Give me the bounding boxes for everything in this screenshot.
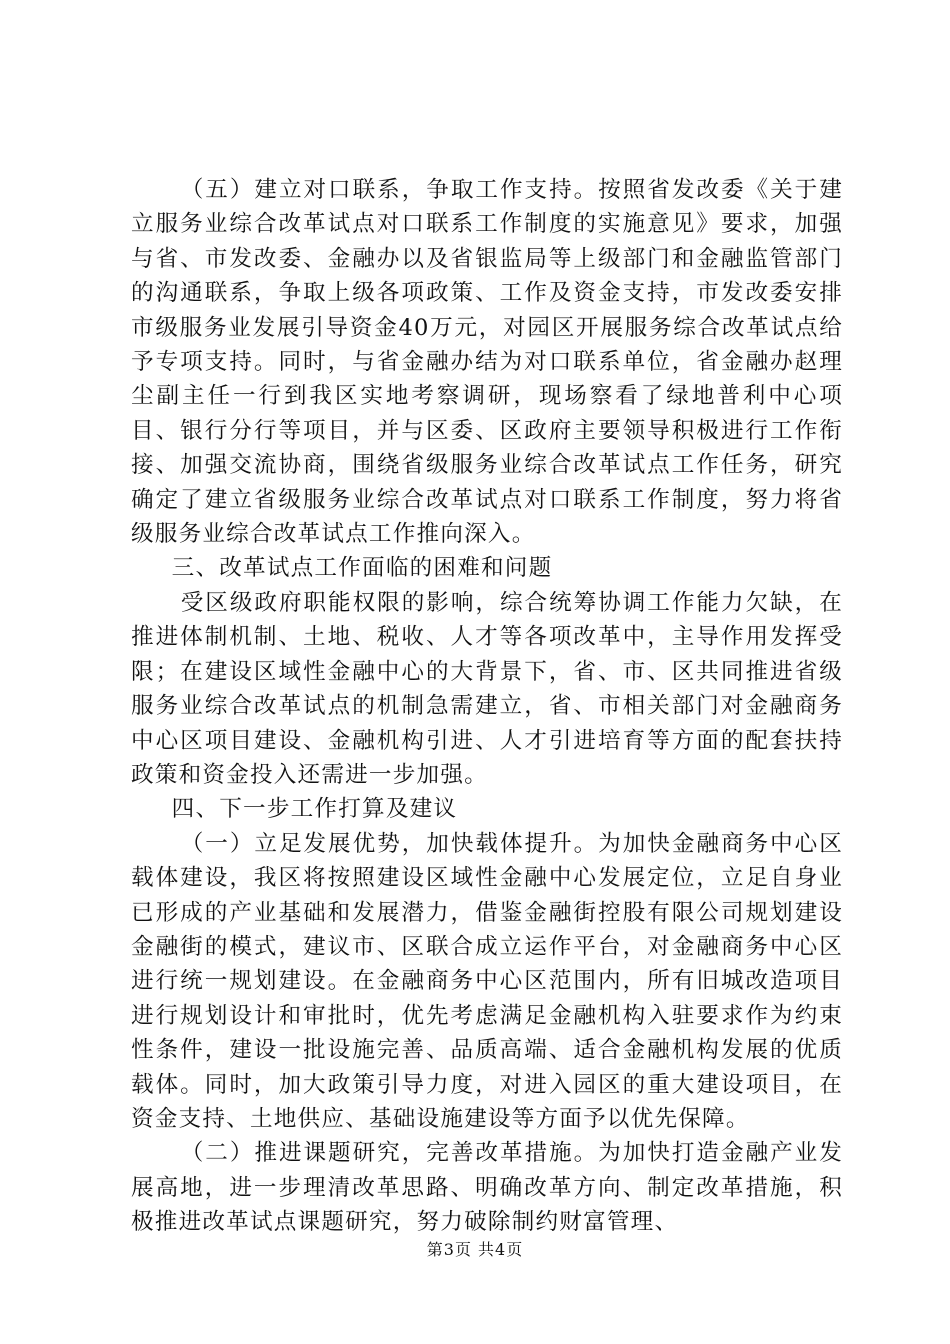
paragraph-difficulties: 受区级政府职能权限的影响，综合统筹协调工作能力欠缺，在推进体制机制、土地、税收、人才等各项改革中，主导作用发挥受限；在建设区域性金融中心的大背景下，省、市、区共同推进省级服务业综合改革试点的机制急需建立，省、市相关部门对金融商务中心区项目建设、金融机构引进、人才引进培育等方面的配套扶持政策和资金投入还需进一步加强。 — [131, 589, 843, 788]
section-heading-difficulties: 三、改革试点工作面临的困难和问题 — [171, 555, 553, 582]
document-body — [131, 173, 843, 1240]
paragraph-topic-research: （二）推进课题研究，完善改革措施。为加快打造金融产业发展高地，进一步理清改革思路、明确改革方向、制定改革措施，积极推进改革试点课题研究，努力破除制约财富管理、 — [131, 1140, 843, 1236]
paragraph-carrier-upgrade: （一）立足发展优势，加快载体提升。为加快金融商务中心区载体建设，我区将按照建设区域性金融中心发展定位，立足自身业已形成的产业基础和发展潜力，借鉴金融街控股有限公司规划建设金融街的模式，建议市、区联合成立运作平台，对金融商务中心区进行统一规划建设。在金融商务中心区范围内，所有旧城改造项目进行规划设计和审批时，优先考虑满足金融机构入驻要求作为约束性条件，建设一批设施完善、品质高端、适合金融机构发展的优质载体。同时，加大政策引导力度，对进入园区的重大建设项目，在资金支持、土地供应、基础设施建设等方面予以优先保障。 — [131, 830, 843, 1132]
paragraph-liaison-support: （五）建立对口联系，争取工作支持。按照省发改委《关于建立服务业综合改革试点对口联系工作制度的实施意见》要求，加强与省、市发改委、金融办以及省银监局等上级部门和金融监管部门的沟通联系，争取上级各项政策、工作及资金支持，市发改委安排市级服务业发展引导资金40万元，对园区开展服务综合改革试点给予专项支持。同时，与省金融办结为对口联系单位，省金融办赵理尘副主任一行到我区实地考察调研，现场察看了绿地普利中心项目、银行分行等项目，并与区委、区政府主要领导积极进行工作衔接、加强交流协商，围绕省级服务业综合改革试点工作任务，研究确定了建立省级服务业综合改革试点对口联系工作制度，努力将省级服务业综合改革试点工作推向深入。 — [131, 177, 843, 548]
page-number-footer: 第3页 共4页 — [426, 1240, 524, 1259]
section-heading-next-steps: 四、下一步工作打算及建议 — [171, 796, 458, 823]
